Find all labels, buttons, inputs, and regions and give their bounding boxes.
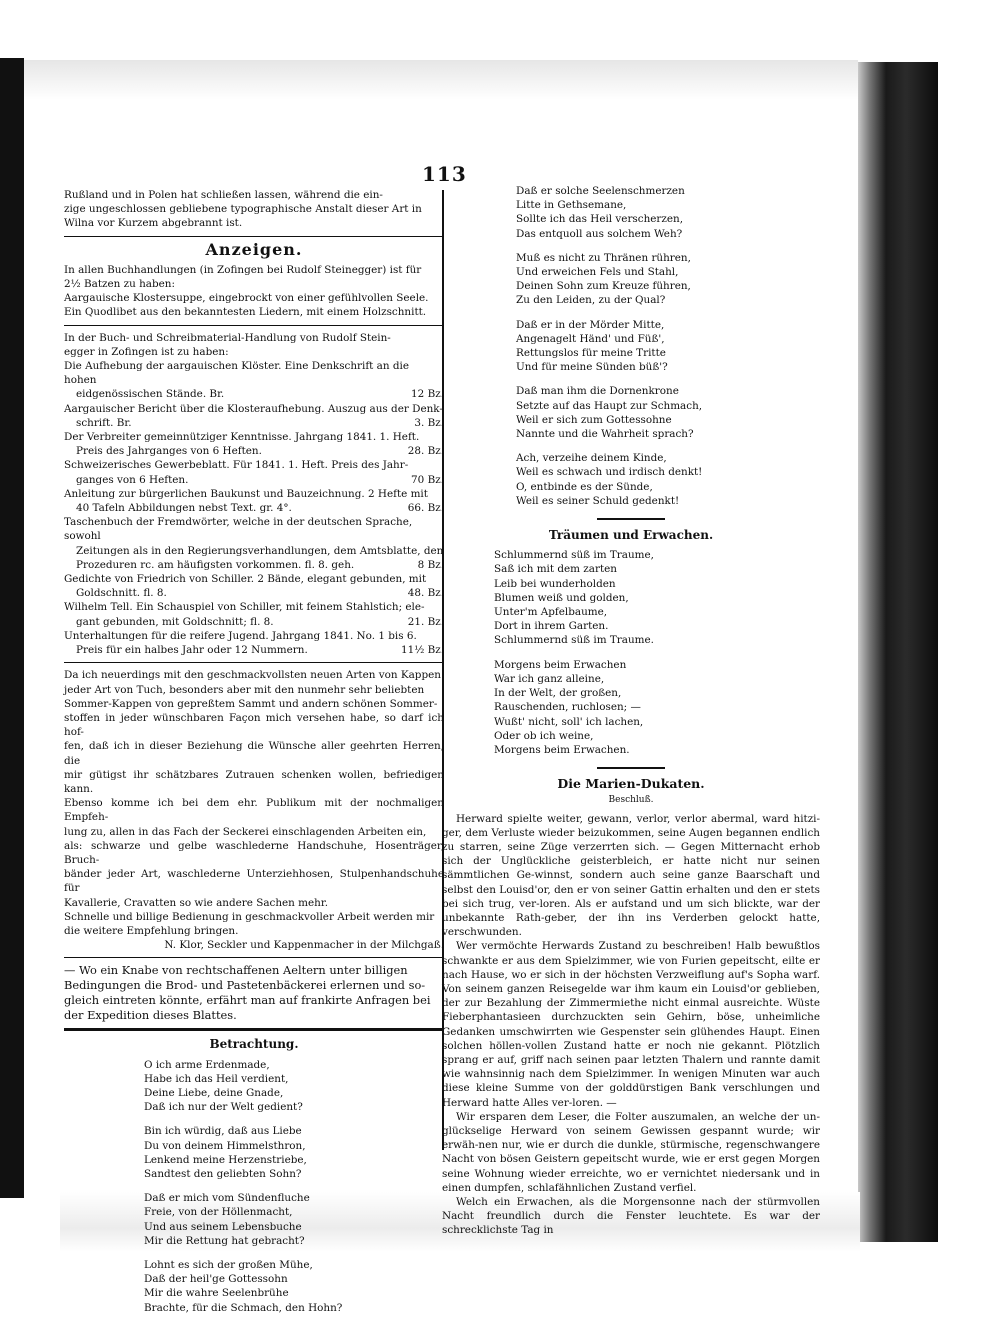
catalog-title: Goldschnitt. fl. 8. xyxy=(76,587,167,600)
verse-line: Setzte auf das Haupt zur Schmach, xyxy=(516,399,703,412)
verse-line: Das entquoll aus solchem Weh? xyxy=(516,227,683,240)
text-line: Ein Quodlibet aus den bekanntesten Liedern, mit einem Holzschnitt. xyxy=(64,306,427,319)
verse-line: Leib bei wunderholden xyxy=(494,577,616,590)
stanza xyxy=(516,251,820,308)
catalog-price: 8 Bz. xyxy=(417,558,444,571)
divider xyxy=(64,325,444,326)
ad-klostersuppe xyxy=(64,263,444,320)
catalog-title: Gedichte von Friedrich von Schiller. 2 Bände, elegant gebunden, mit xyxy=(64,573,427,586)
text-line: Da ich neuerdings mit den geschmackvollsten neuen Arten von Kappen xyxy=(64,669,441,682)
scan-edge-left xyxy=(0,58,24,1198)
story-paragraph: Wer vermöchte Herwards Zustand zu beschreiben! Halb bewußtlos schwankte er aus dem Spielzimmer, wie von Furien gepeitscht, eilte er nach Hause, wo er sich in der höchsten Verzweiflung auf's Sopha warf. Von seinem ganzen Reisegelde war ihm kaum ein Louisd'or geblieben, der zur Bezahlung der Zimmermiethe nicht einmal ausreichte. Wüste Fieberphantasieen durchzuckten sein Gehirn, böse, unheimliche Gedanken umschwirrten wie Gespenster sein glühendes Haupt. Einen solchen höllen-vollen Zustand hatte er noch nie gekannt. Plötzlich sprang er auf, griff nach seinen paar letzten Thalern und rannte damit wie wahnsinnig nach dem Spielzimmer. In wenigen Minuten war auch diese kleine Summe von der golddürstigen Bank verschlungen und Herward hatte Alles ver-loren. — xyxy=(442,940,820,1109)
verse-line: Sandtest den geliebten Sohn? xyxy=(144,1167,302,1180)
book-spine-edge xyxy=(858,62,938,1242)
verse-line: Daß der heil'ge Gottessohn xyxy=(144,1273,288,1286)
verse-line: Und aus seinem Lebensbuche xyxy=(144,1220,302,1233)
catalog-title: Die Aufhebung der aargauischen Klöster. Eine Denkschrift an die hohen xyxy=(64,360,409,387)
catalog-entry xyxy=(64,402,444,416)
verse-line: Und für meine Sünden büß'? xyxy=(516,361,668,374)
verse-line: Bin ich würdig, daß aus Liebe xyxy=(144,1125,302,1138)
story-paragraph: Welch ein Erwachen, als die Morgensonne nach der stürmvollen Nacht freundlich durch die Fenster leuchtete. Es war der schrecklichste Tag in xyxy=(442,1196,820,1237)
text-line: als: schwarze und gelbe waschlederne Handschuhe, Hosenträger, Bruch- xyxy=(64,839,444,866)
catalog-price: 11½ Bz. xyxy=(400,644,444,657)
catalog-price: 70 Bz. xyxy=(411,473,444,486)
divider xyxy=(64,236,444,237)
text-line: bänder jeder Art, waschlederne Unterziehhosen, Stulpenhandschuhe für xyxy=(64,868,444,895)
verse-line: O, entbinde es der Sünde, xyxy=(516,480,653,493)
catalog-title: Wilhelm Tell. Ein Schauspiel von Schiller, mit feinem Stahlstich; ele- xyxy=(64,601,425,614)
verse-line: Deinen Sohn zum Kreuze führen, xyxy=(516,280,691,293)
text-line: fen, daß ich in dieser Beziehung die Wünsche aller geehrten Herren, die xyxy=(64,740,444,767)
catalog-entry xyxy=(64,444,444,458)
text-line: der Expedition dieses Blattes. xyxy=(64,1008,237,1023)
verse-line: Weil es schwach und irdisch denkt! xyxy=(516,466,703,479)
ad-baeckerlehre xyxy=(64,963,444,1023)
verse-line: O ich arme Erdenmade, xyxy=(144,1058,270,1071)
stanza xyxy=(144,1191,444,1248)
catalog-entry xyxy=(64,458,444,472)
stanza xyxy=(516,451,820,508)
text-line: stoffen in jeder wünschbaren Façon mich versehen habe, so darf ich hof- xyxy=(64,711,444,739)
traeumen-heading: Träumen und Erwachen. xyxy=(548,528,714,543)
text-line: 2½ Batzen zu haben: xyxy=(64,278,175,291)
anzeigen-heading: Anzeigen. xyxy=(205,239,303,259)
verse-line: Weil er sich zum Gottessohne xyxy=(516,413,672,426)
verse-line: Saß ich mit dem zarten xyxy=(494,563,617,576)
verse-line: Und erweichen Fels und Stahl, xyxy=(516,266,679,279)
text-line: Aargauische Klostersuppe, eingebrockt von einer gefühlvollen Seele. xyxy=(64,292,429,305)
poem-continuation xyxy=(442,184,820,508)
catalog-entry xyxy=(64,643,444,657)
verse-line: Dort in ihrem Garten. xyxy=(494,620,609,633)
catalog-title: ganges von 6 Heften. xyxy=(76,473,189,486)
verse-line: Mir die Rettung hat gebracht? xyxy=(144,1234,305,1247)
stanza xyxy=(144,1258,444,1315)
short-divider xyxy=(597,518,665,520)
text-line: egger in Zofingen ist zu haben: xyxy=(64,345,229,358)
marien-subheading: Beschluß. xyxy=(608,795,654,806)
left-column xyxy=(64,188,444,1325)
stanza xyxy=(494,548,820,647)
catalog-entry xyxy=(64,416,444,430)
verse-line: Daß er in der Mörder Mitte, xyxy=(516,318,665,331)
verse-line: Lenkend meine Herzenstriebe, xyxy=(144,1153,307,1166)
catalog-price: 3. Bz. xyxy=(414,416,444,429)
text-line: zige ungeschlossen gebliebene typographische Anstalt dieser Art in xyxy=(64,203,422,216)
catalog-entry xyxy=(64,615,444,629)
verse-line: Angenagelt Händ' und Füß', xyxy=(516,332,665,345)
ad-kappen xyxy=(64,668,444,938)
text-line: — Wo ein Knabe von rechtschaffenen Aeltern unter billigen xyxy=(64,963,408,978)
verse-line: In der Welt, der großen, xyxy=(494,687,622,700)
betrachtung-heading: Betrachtung. xyxy=(209,1037,299,1052)
verse-line: Zu den Leiden, zu der Qual? xyxy=(516,294,666,307)
catalog-price: 12 Bz. xyxy=(411,388,444,401)
newspaper-page xyxy=(30,100,856,1314)
story-marien-dukaten xyxy=(442,812,820,1238)
catalog-entry xyxy=(64,558,444,572)
ad-buchhandlung xyxy=(64,331,444,658)
right-column xyxy=(442,184,820,1238)
verse-line: Rauschenden, ruchlosen; — xyxy=(494,701,641,714)
catalog-title: Taschenbuch der Fremdwörter, welche in der deutschen Sprache, sowohl xyxy=(64,516,413,543)
catalog-entry xyxy=(64,359,444,387)
text-line: Wilna vor Kurzem abgebrannt ist. xyxy=(64,217,243,230)
catalog-price: 28. Bz. xyxy=(407,445,444,458)
catalog-entry xyxy=(64,629,444,643)
verse-line: Blumen weiß und golden, xyxy=(494,591,629,604)
catalog-entry xyxy=(64,586,444,600)
stanza xyxy=(494,658,820,757)
catalog-price: 48. Bz. xyxy=(407,587,444,600)
catalog-entry xyxy=(64,544,444,558)
verse-line: Morgens beim Erwachen. xyxy=(494,743,630,756)
verse-line: Morgens beim Erwachen xyxy=(494,658,627,671)
scan-edge-top xyxy=(24,60,858,100)
catalog-price: 66. Bz. xyxy=(407,502,444,515)
verse-line: War ich ganz alleine, xyxy=(494,672,605,685)
poem-traeumen xyxy=(442,548,820,757)
catalog-title: schrift. Br. xyxy=(76,416,132,429)
divider xyxy=(64,662,444,663)
stanza xyxy=(144,1124,444,1181)
catalog-entry xyxy=(64,515,444,543)
catalog-entry xyxy=(64,487,444,501)
verse-line: Oder ob ich weine, xyxy=(494,729,594,742)
verse-line: Rettungslos für meine Tritte xyxy=(516,347,666,360)
short-divider xyxy=(597,767,665,769)
verse-line: Freie, von der Höllenmacht, xyxy=(144,1206,293,1219)
catalog-title: eidgenössischen Stände. Br. xyxy=(76,388,225,401)
text-line: die weitere Empfehlung bringen. xyxy=(64,924,239,937)
marien-heading: Die Marien-Dukaten. xyxy=(557,776,705,792)
divider xyxy=(64,957,444,958)
stanza xyxy=(144,1058,444,1115)
catalog-entry xyxy=(64,387,444,401)
catalog-entry xyxy=(64,473,444,487)
text-line: jeder Art von Tuch, besonders aber mit den nunmehr sehr beliebten xyxy=(64,683,425,696)
text-line: Bedingungen die Brod- und Pastetenbäckerei erlernen und so- xyxy=(64,978,426,993)
story-paragraph: Herward spielte weiter, gewann, verlor, verlor abermal, ward hitzi-ger, dem Verluste wieder beizukommen, seine Augen begannen endlich zu starren, seine Züge verzerrten sich. — Gegen Mitternacht erhob sich der Unglückliche geisterbleich, er hatte nicht nur seinen sämmtlichen Ge-winnst, sondern auch seine ganze Baarschaft und selbst den Louisd'or, den er von seiner Gattin erhalten und den er stets bei sich trug, ver-loren. Als er aufstand und um sich blickte, war der unbekannte Rath-geber, der ihn ins Verderben gelockt hatte, verschwunden. xyxy=(442,812,820,939)
verse-line: Nannte und die Wahrheit sprach? xyxy=(516,428,694,441)
poem-betrachtung xyxy=(64,1058,444,1315)
story-paragraph: Wir ersparen dem Leser, die Folter auszumalen, an welche der un-glückselige Herward von seinem Gewissen gespannt wurde; wir erwäh-nen nur, wie er durch die dunkle, stürmische, regenschwangere Nacht von bösen Geistern gepeitscht wurde, wie er erst gegen Morgen seine Wohnung wieder erreichte, wo er vernichtet niedersank und in einen dumpfen, schlafähnlichen Zustand verfiel. xyxy=(442,1110,820,1194)
text-line: gleich eintreten könnte, erfährt man auf frankirte Anfragen bei xyxy=(64,993,431,1008)
verse-line: Daß er mich vom Sündenfluche xyxy=(144,1192,310,1205)
verse-line: Muß es nicht zu Thränen rühren, xyxy=(516,251,691,264)
verse-line: Deine Liebe, deine Gnade, xyxy=(144,1086,284,1099)
text-line: Sommer-Kappen von gepreßtem Sammt und andern schönen Sommer- xyxy=(64,697,438,710)
catalog-title: Anleitung zur bürgerlichen Baukunst und Bauzeichnung. 2 Hefte mit xyxy=(64,487,428,500)
verse-line: Daß er solche Seelenschmerzen xyxy=(516,185,685,197)
catalog-title: Unterhaltungen für die reifere Jugend. Jahrgang 1841. No. 1 bis 6. xyxy=(64,629,417,642)
verse-line: Mir die wahre Seelenbrühe xyxy=(144,1287,289,1300)
text-line: Ebenso komme ich bei dem ehr. Publikum mit der nochmaligen Empfeh- xyxy=(64,797,444,824)
catalog-title: Prozeduren rc. am häufigsten vorkommen. fl. 8. geh. xyxy=(76,558,355,571)
verse-line: Habe ich das Heil verdient, xyxy=(144,1072,289,1085)
stanza xyxy=(516,384,820,441)
text-line: lung zu, allen in das Fach der Seckerei einschlagenden Arbeiten ein, xyxy=(64,825,427,838)
verse-line: Sollte ich das Heil verscherzen, xyxy=(516,213,683,226)
page-number: 113 xyxy=(422,162,467,186)
text-line: Schnelle und billige Bedienung in geschmackvoller Arbeit werden mir xyxy=(64,910,435,923)
stanza xyxy=(516,184,820,241)
verse-line: Schlummernd süß im Traume. xyxy=(494,634,654,647)
catalog-title: Preis für ein halbes Jahr oder 12 Nummern. xyxy=(76,644,308,657)
catalog-title: Zeitungen als in den Regierungsverhandlungen, dem Amtsblatte, den xyxy=(76,544,444,557)
catalog-entry xyxy=(64,600,444,614)
verse-line: Wußt' nicht, soll' ich lachen, xyxy=(494,715,644,728)
catalog-title: gant gebunden, mit Goldschnitt; fl. 8. xyxy=(76,615,274,628)
ad-kappen-signature: N. Klor, Seckler und Kappenmacher in der Milchgaß. xyxy=(164,939,444,952)
verse-line: Weil es seiner Schuld gedenkt! xyxy=(516,494,680,507)
catalog-price: 21. Bz. xyxy=(407,615,444,628)
catalog-entry xyxy=(64,501,444,515)
catalog-entry xyxy=(64,430,444,444)
verse-line: Litte in Gethsemane, xyxy=(516,199,627,212)
intro-paragraph xyxy=(64,188,444,231)
catalog-title: Der Verbreiter gemeinnütziger Kenntnisse. Jahrgang 1841. 1. Heft. xyxy=(64,431,420,444)
catalog-title: Aargauischer Bericht über die Klosteraufhebung. Auszug aus der Denk- xyxy=(64,402,443,415)
verse-line: Schlummernd süß im Traume, xyxy=(494,549,654,562)
text-line: In allen Buchhandlungen (in Zofingen bei Rudolf Steinegger) ist für xyxy=(64,263,422,276)
verse-line: Ach, verzeihe deinem Kinde, xyxy=(516,452,667,465)
catalog-title: Schweizerisches Gewerbeblatt. Für 1841. 1. Heft. Preis des Jahr- xyxy=(64,459,409,472)
text-line: Rußland und in Polen hat schließen lassen, während die ein- xyxy=(64,189,383,201)
text-line: In der Buch- und Schreibmaterial-Handlung von Rudolf Stein- xyxy=(64,331,391,344)
stanza xyxy=(516,318,820,375)
verse-line: Daß ich nur der Welt gedient? xyxy=(144,1101,303,1114)
text-line: mir gütigst ihr schätzbares Zutrauen schenken wollen, befriedigen kann. xyxy=(64,768,444,795)
catalog-title: Preis des Jahrganges von 6 Heften. xyxy=(76,445,262,458)
verse-line: Daß man ihm die Dornenkrone xyxy=(516,385,679,398)
verse-line: Unter'm Apfelbaume, xyxy=(494,606,608,619)
divider xyxy=(64,1028,444,1031)
catalog-entry xyxy=(64,572,444,586)
verse-line: Du von deinem Himmelsthron, xyxy=(144,1139,306,1152)
catalog-title: 40 Tafeln Abbildungen nebst Text. gr. 4°. xyxy=(76,502,292,515)
verse-line: Lohnt es sich der großen Mühe, xyxy=(144,1259,313,1271)
text-line: Kavallerie, Cravatten so wie andere Sachen mehr. xyxy=(64,896,328,909)
verse-line: Brachte, für die Schmach, den Hohn? xyxy=(144,1301,343,1314)
